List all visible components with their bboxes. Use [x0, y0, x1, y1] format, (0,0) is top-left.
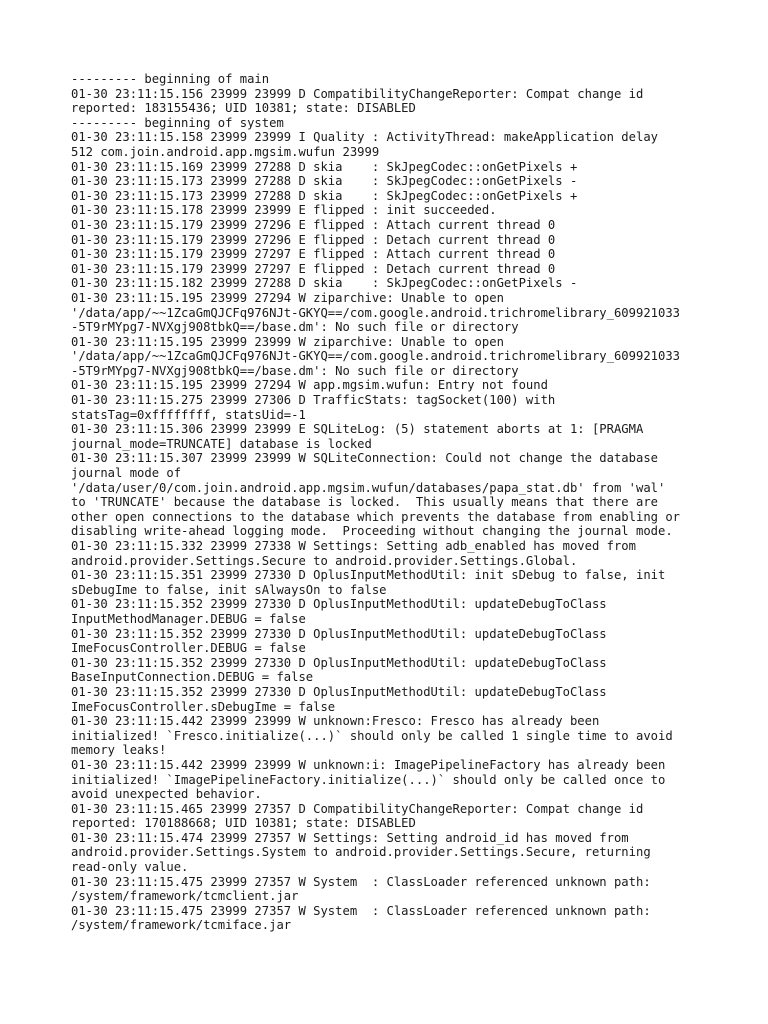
- log-line: statsTag=0xffffffff, statsUid=-1: [71, 407, 306, 422]
- log-line: 01-30 23:11:15.182 23999 27288 D skia : SkJpegCodec::onGetPixels -: [71, 276, 578, 291]
- log-line: 01-30 23:11:15.332 23999 27338 W Settings: Setting adb_enabled has moved from: [71, 539, 636, 553]
- log-line: memory leaks!: [71, 743, 167, 758]
- log-line: 01-30 23:11:15.442 23999 23999 W unknown:i: ImagePipelineFactory has already been: [71, 757, 666, 772]
- log-line: InputMethodManager.DEBUG = false: [71, 611, 306, 626]
- log-line: 01-30 23:11:15.179 23999 27297 E flipped : Detach current thread 0: [71, 261, 556, 276]
- log-line: 01-30 23:11:15.307 23999 23999 W SQLiteConnection: Could not change the database: [71, 451, 658, 466]
- log-line: '/data/app/~~1ZcaGmQJCFq976NJt-GKYQ==/com.google.android.trichromelibrary_609921033: [71, 349, 681, 364]
- log-line: reported: 183155436; UID 10381; state: DISABLED: [71, 101, 416, 116]
- log-line: 01-30 23:11:15.351 23999 27330 D OplusInputMethodUtil: init sDebug to false, init: [71, 568, 666, 583]
- log-line: sDebugIme to false, init sAlwaysOn to false: [71, 582, 387, 597]
- log-line: other open connections to the database which prevents the database from enabling or: [71, 509, 681, 524]
- log-line: BaseInputConnection.DEBUG = false: [71, 670, 314, 685]
- log-line: --------- beginning of main: [71, 72, 270, 86]
- log-line: initialized! `Fresco.initialize(...)` should only be called 1 single time to avoid: [71, 728, 673, 743]
- log-line: 01-30 23:11:15.173 23999 27288 D skia : SkJpegCodec::onGetPixels +: [71, 188, 578, 203]
- log-line: android.provider.Settings.System to android.provider.Settings.Secure, returning: [71, 845, 651, 860]
- log-line: 01-30 23:11:15.275 23999 27306 D TrafficStats: tagSocket(100) with: [71, 393, 556, 408]
- log-line: 01-30 23:11:15.169 23999 27288 D skia : SkJpegCodec::onGetPixels +: [71, 159, 578, 174]
- log-line: 01-30 23:11:15.352 23999 27330 D OplusInputMethodUtil: updateDebugToClass: [71, 684, 607, 699]
- log-line: 01-30 23:11:15.475 23999 27357 W System : ClassLoader referenced unknown path:: [71, 874, 651, 889]
- log-line: 01-30 23:11:15.195 23999 23999 W ziparchive: Unable to open: [71, 334, 504, 349]
- log-line: ImeFocusController.sDebugIme = false: [71, 699, 336, 714]
- log-line: 01-30 23:11:15.442 23999 23999 W unknown:Fresco: Fresco has already been: [71, 714, 600, 729]
- log-line: 01-30 23:11:15.179 23999 27297 E flipped : Attach current thread 0: [71, 247, 556, 262]
- log-line: disabling write-ahead logging mode. Proceeding without changing the journal mode.: [71, 524, 673, 539]
- log-line: 01-30 23:11:15.352 23999 27330 D OplusInputMethodUtil: updateDebugToClass: [71, 626, 607, 641]
- log-line: 01-30 23:11:15.352 23999 27330 D OplusInputMethodUtil: updateDebugToClass: [71, 655, 607, 670]
- log-line: 01-30 23:11:15.474 23999 27357 W Settings: Setting android_id has moved from: [71, 830, 629, 845]
- log-line: -5T9rMYpg7-NVXgj908tbkQ==/base.dm': No such file or directory: [71, 363, 519, 378]
- log-line: 01-30 23:11:15.475 23999 27357 W System : ClassLoader referenced unknown path:: [71, 903, 651, 918]
- log-line: journal mode of: [71, 466, 182, 481]
- log-line: 01-30 23:11:15.179 23999 27296 E flipped : Attach current thread 0: [71, 217, 556, 232]
- log-document: [71, 72, 711, 933]
- log-line: 01-30 23:11:15.352 23999 27330 D OplusInputMethodUtil: updateDebugToClass: [71, 597, 607, 612]
- log-line: journal_mode=TRUNCATE] database is locked: [71, 436, 372, 451]
- log-line: /system/framework/tcmclient.jar: [71, 889, 299, 904]
- log-line: -5T9rMYpg7-NVXgj908tbkQ==/base.dm': No such file or directory: [71, 320, 519, 335]
- log-line: initialized! `ImagePipelineFactory.initialize(...)` should only be called once to: [71, 772, 666, 787]
- log-line: 01-30 23:11:15.173 23999 27288 D skia : SkJpegCodec::onGetPixels -: [71, 174, 578, 189]
- log-line: '/data/app/~~1ZcaGmQJCFq976NJt-GKYQ==/com.google.android.trichromelibrary_609921033: [71, 305, 681, 320]
- log-line: 512 com.join.android.app.mgsim.wufun 23999: [71, 144, 380, 159]
- log-line: avoid unexpected behavior.: [71, 787, 262, 802]
- log-line: 01-30 23:11:15.465 23999 27357 D CompatibilityChangeReporter: Compat change id: [71, 801, 644, 816]
- log-line: '/data/user/0/com.join.android.app.mgsim.wufun/databases/papa_stat.db' from 'wal': [71, 480, 666, 495]
- log-line: read-only value.: [71, 860, 189, 875]
- log-line: 01-30 23:11:15.158 23999 23999 I Quality : ActivityThread: makeApplication delay: [71, 130, 658, 145]
- log-line: --------- beginning of system: [71, 115, 284, 130]
- log-line: android.provider.Settings.Secure to android.provider.Settings.Global.: [71, 553, 578, 568]
- log-line: 01-30 23:11:15.179 23999 27296 E flipped : Detach current thread 0: [71, 232, 556, 247]
- log-line: 01-30 23:11:15.195 23999 27294 W ziparchive: Unable to open: [71, 290, 504, 305]
- log-line: reported: 170188668; UID 10381; state: DISABLED: [71, 816, 416, 831]
- log-line: 01-30 23:11:15.178 23999 23999 E flipped : init succeeded.: [71, 203, 497, 218]
- log-line: 01-30 23:11:15.156 23999 23999 D CompatibilityChangeReporter: Compat change id: [71, 86, 644, 101]
- log-line: 01-30 23:11:15.195 23999 27294 W app.mgsim.wufun: Entry not found: [71, 378, 548, 393]
- log-line: /system/framework/tcmiface.jar: [71, 918, 292, 933]
- log-line: ImeFocusController.DEBUG = false: [71, 641, 306, 656]
- log-line: 01-30 23:11:15.306 23999 23999 E SQLiteLog: (5) statement aborts at 1: [PRAGMA: [71, 422, 644, 437]
- log-line: to 'TRUNCATE' because the database is locked. This usually means that there are: [71, 495, 658, 510]
